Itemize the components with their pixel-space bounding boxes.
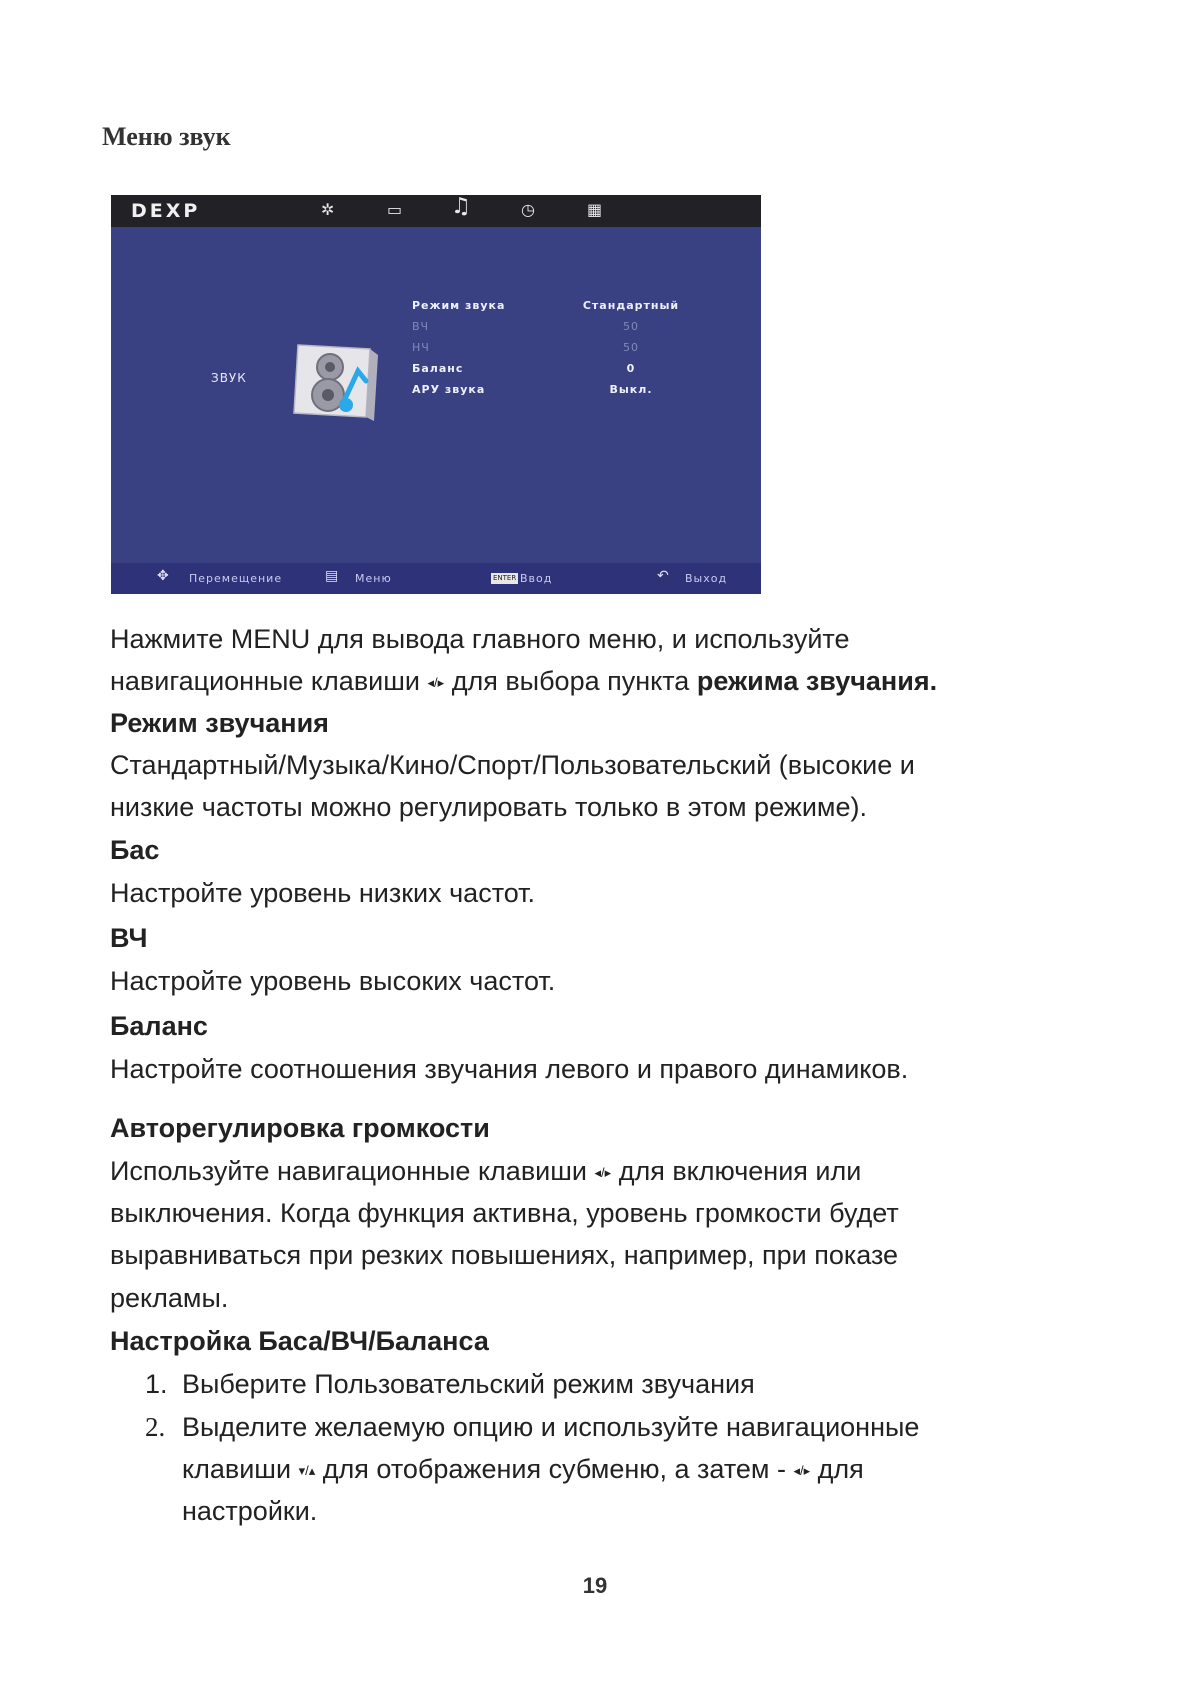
avl-line-4: рекламы. — [110, 1283, 229, 1313]
step-2-line-3: настройки. — [182, 1496, 318, 1526]
step-2-text-a: клавиши — [182, 1454, 292, 1484]
clock-icon[interactable]: ◷ — [521, 200, 535, 219]
step-1-number: 1. — [145, 1369, 168, 1399]
tv-row-label-sound-mode[interactable]: Режим звука — [412, 299, 506, 312]
music-note-icon[interactable]: ♫ — [451, 195, 471, 219]
hint-exit: Выход — [685, 572, 728, 585]
intro-line-2 — [110, 664, 937, 700]
bass-text: Настройте уровень низких частот. — [110, 878, 536, 908]
tv-top-bar — [111, 195, 761, 227]
sound-mode-line-2: низкие частоты можно регулировать только в этом режиме). — [110, 792, 868, 822]
hint-move: Перемещение — [189, 572, 283, 585]
heading-setup: Настройка Баса/ВЧ/Баланса — [110, 1326, 489, 1356]
intro-bold: режима звучания. — [696, 666, 938, 696]
enter-key-icon: ENTER — [493, 574, 517, 582]
step-2-text-c: для — [817, 1454, 864, 1484]
intro-text: навигационные клавиши — [110, 666, 420, 696]
sound-mode-line-1: Стандартный/Музыка/Кино/Спорт/Пользовательский (высокие и — [110, 750, 915, 780]
page-number: 19 — [582, 1573, 608, 1598]
tv-row-value-avl: Выкл. — [609, 383, 653, 396]
dexp-logo: DEXP — [131, 200, 201, 222]
step-2-line-1: Выделите желаемую опцию и используйте навигационные — [182, 1412, 920, 1442]
tv-row-value-balance: 0 — [626, 362, 636, 375]
down-up-arrows-icon: ▾/▴ — [298, 1463, 316, 1478]
tv-hint-bar — [111, 563, 761, 594]
heading-treble: ВЧ — [110, 923, 148, 953]
tv-row-value-bass: 50 — [623, 341, 639, 354]
treble-text: Настройте уровень высоких частот. — [110, 966, 556, 996]
gear-icon[interactable]: ✲ — [321, 200, 335, 219]
avl-text: Используйте навигационные клавиши — [110, 1156, 587, 1186]
step-2-text-b: для отображения субменю, а затем - — [322, 1454, 786, 1484]
tv-row-label-avl[interactable]: АРУ звука — [412, 383, 486, 396]
left-right-arrows-icon: ◂/▸ — [427, 675, 445, 690]
tv-row-value-treble: 50 — [623, 320, 639, 333]
tv-row-label-bass[interactable]: НЧ — [412, 341, 430, 354]
menu-icon: ▤ — [325, 568, 339, 584]
hint-menu: Меню — [355, 572, 392, 585]
avl-text-2: для включения или — [618, 1156, 862, 1186]
hint-enter: Ввод — [520, 572, 553, 585]
sound-section-label: ЗВУК — [211, 371, 247, 385]
intro-line-1: Нажмите MENU для вывода главного меню, и используйте — [110, 624, 850, 654]
avl-line-1 — [110, 1154, 861, 1190]
back-icon: ↶ — [657, 568, 669, 584]
balance-text: Настройте соотношения звучания левого и правого динамиков. — [110, 1054, 909, 1084]
avl-line-3: выравниваться при резких повышениях, например, при показе — [110, 1240, 899, 1270]
step-1-text: Выберите Пользовательский режим звучания — [182, 1369, 755, 1399]
tv-menu-screenshot — [111, 195, 761, 594]
left-right-arrows-icon: ◂/▸ — [594, 1165, 612, 1180]
heading-sound-mode: Режим звучания — [110, 708, 329, 738]
step-2-number: 2. — [145, 1412, 166, 1442]
heading-balance: Баланс — [110, 1011, 208, 1041]
avl-line-2: выключения. Когда функция активна, уровень громкости будет — [110, 1198, 899, 1228]
tv-row-value-sound-mode: Стандартный — [582, 299, 680, 312]
heading-bass: Бас — [110, 835, 160, 865]
monitor-icon[interactable]: ▭ — [387, 200, 403, 219]
tv-row-label-treble[interactable]: ВЧ — [412, 320, 430, 333]
intro-text-2: для выбора пункта — [451, 666, 690, 696]
navigate-arrows-icon: ✥ — [157, 568, 169, 584]
speaker-icon — [286, 341, 382, 421]
heading-avl: Авторегулировка громкости — [110, 1113, 490, 1143]
left-right-arrows-icon: ◂/▸ — [793, 1463, 811, 1478]
step-2-line-2 — [182, 1452, 864, 1488]
apps-icon[interactable]: ▦ — [587, 200, 603, 219]
tv-row-label-balance[interactable]: Баланс — [412, 362, 464, 375]
section-title: Меню звук — [102, 122, 231, 151]
